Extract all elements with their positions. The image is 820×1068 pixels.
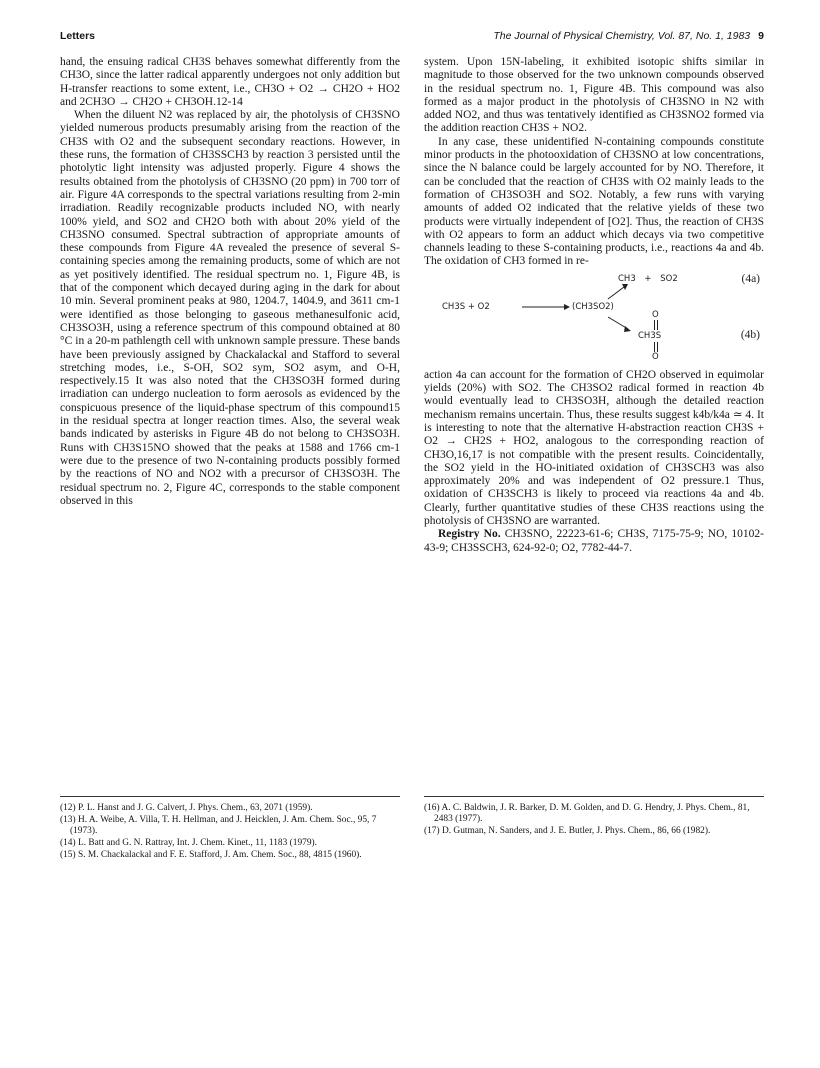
footnotes-left <box>60 796 400 862</box>
footnote-14: (14) L. Batt and G. N. Rattray, Int. J. Chem. Kinet., 11, 1183 (1979). <box>60 838 317 848</box>
registry-text: CH3SNO, 22223-61-6; CH3S, 7175-75-9; NO, 10102-43-9; CH3SSCH3, 624-92-0; O2, 7782-44-7. <box>424 528 765 554</box>
scheme-oxygen-bottom: O <box>652 351 659 362</box>
footnote-divider <box>60 796 400 797</box>
scheme-product-a: CH3 + SO2 <box>618 273 678 284</box>
footnotes-right <box>424 796 764 838</box>
scheme-reactants: CH3S + O2 <box>442 301 490 312</box>
page-header <box>60 30 764 46</box>
reaction-scheme <box>424 272 764 363</box>
scheme-adduct: (CH3SO2) <box>572 301 614 312</box>
paragraph: When the diluent N2 was replaced by air, the photolysis of CH3SNO yielded numerous products presumably arising from the reaction of the CH3S with O2 and the subsequent secondary reactions. However, in these runs, the formation of CH3SSCH3 by reaction 3 persisted until the photolytic light intensity was adjusted properly. Figure 4 shows the results obtained from the photolysis of CH3SNO (20 ppm) in 700 torr of air. Figure 4A corresponds to the spectral variations resulting from 2-min irradiation. Readily recognizable products included NO, with nearly 100% yield, and SO2 and CH2O both with about 20% yield of the CH3SNO consumed. Spectral subtraction of appropriate amounts of these compounds from Figure 4A revealed the presence of several S-containing species among the remaining products, some of which are not as yet positively identified. The residual spectrum no. 1, Figure 4B, is that of the component which decayed during aging in the dark for about 10 min. Several prominent peaks at 980, 1204.7, 1404.9, and 3611 cm-1 were identified as those belonging to gaseous methanesulfonic acid, CH3SO3H, using a reference spectrum of this compound obtained at 80 °C in a 20-m pathlength cell with unknown sample pressure. These bands have been previously assigned by Chackalackal and Stafford to several stretching modes, i.e., S-OH, SO2 sym, SO2 asym, and O-H, respectively.15 It was also noted that the CH3SO3H formed during irradiation can undergo nucleation to form aerosols as evidenced by the conspicuous presence of the liquid-phase spectrum of this compound15 in the residual spectra at longer reaction times. Also, the several weak bands indicated by asterisks in Figure 4B do not belong to CH3SO3H. Runs with CH3S15NO showed that the peaks at 1588 and 1766 cm-1 were due to the presence of two N-containing products possibly formed by the reactions of NO and NO2 with a precursor of CH3SO3H. The residual spectrum no. 2, Figure 4C, corresponds to the stable component observed in this <box>60 109 400 507</box>
arrow-4b-head <box>624 326 631 332</box>
left-column <box>60 56 400 508</box>
arrow-4a <box>608 287 624 299</box>
registry-label: Registry No. <box>438 528 501 541</box>
footnote-17: (17) D. Gutman, N. Sanders, and J. E. Butler, J. Phys. Chem., 86, 66 (1982). <box>424 826 711 836</box>
journal-name: The Journal of Physical Chemistry, Vol. 87, No. 1, 1983 <box>493 30 751 42</box>
footnote-12: (12) P. L. Hanst and J. G. Calvert, J. Phys. Chem., 63, 2071 (1959). <box>60 803 313 813</box>
footnote-divider <box>424 796 764 797</box>
scheme-product-b: CH3S <box>638 330 662 341</box>
paragraph: system. Upon 15N-labeling, it exhibited isotopic shifts similar in magnitude to those observed for the two unknown compounds observed in the residual spectrum no. 1, Figure 4B. This compound was also formed as a major product in the photolysis of CH3SNO in N2 with added NO2, and thus was tentatively identified as CH3SNO2 formed via the addition reaction CH3S + NO2. <box>424 56 764 135</box>
scheme-label-4a: (4a) <box>741 272 760 285</box>
paragraph: In any case, these unidentified N-containing compounds constitute minor products in the photooxidation of CH3SNO at low concentrations, since the N balance could be largely accounted for by NO. Therefore, it can be concluded that the reaction of CH3S with O2 mainly leads to the formation of CH3SO3H and SO2. Notably, a few runs with varying amounts of added O2 indicated that the relative yields of these two products were virtually independent of [O2]. Thus, the reaction of CH3S with O2 appears to form an adduct which decays via two competitive channels leading to these S-containing products, i.e., reactions 4a and 4b. The oxidation of CH3 formed in re- <box>424 135 764 268</box>
section-label: Letters <box>60 30 96 42</box>
registry-numbers <box>424 528 764 555</box>
arrow-main-head <box>564 304 570 310</box>
footnote-15: (15) S. M. Chackalackal and F. E. Stafford, J. Am. Chem. Soc., 88, 4815 (1960). <box>60 850 362 860</box>
footnote-16: (16) A. C. Baldwin, J. R. Barker, D. M. Golden, and D. G. Hendry, J. Phys. Chem., 81, 2483 (1977). <box>424 803 750 824</box>
right-column <box>424 56 764 555</box>
journal-citation <box>493 30 764 42</box>
reaction-scheme-arrows <box>424 272 764 363</box>
paragraph: action 4a can account for the formation of CH2O observed in equimolar yields (20%) with SO2. The CH3SO2 radical formed in reaction 4b would eventually lead to CH3SO3H, although the detailed reaction mechanism remains uncertain. Thus, these results suggest k4b/k4a ≃ 4. It is interesting to note that the alternative H-abstraction reaction CH3S + O2 → CH2S + HO2, analogous to the corresponding reaction of CH3O,16,17 is not compatible with the present results. Coincidentally, the SO2 yield in the HO-initiated oxidation of CH3SCH3 was also approximately 20% and was independent of O2 pressure.1 Thus, oxidation of CH3SCH3 is likely to proceed via reactions 4a and 4b. Clearly, further quantitative studies of these CH3S reactions using the photolysis of CH3SNO are warranted. <box>424 368 764 528</box>
paragraph: hand, the ensuing radical CH3S behaves somewhat differently from the CH3O, since the latter radical apparently undergoes not only addition but H-transfer reactions to some extent, i.e., CH3O + O2 → CH2O + HO2 and 2CH3O → CH2O + CH3OH.12-14 <box>60 56 400 108</box>
footnote-13: (13) H. A. Weibe, A. Villa, T. H. Hellman, and J. Heicklen, J. Am. Chem. Soc., 95, 7 (1973). <box>60 815 377 836</box>
scheme-oxygen-top: O <box>652 309 659 320</box>
page-number: 9 <box>758 30 764 42</box>
scheme-label-4b: (4b) <box>740 328 760 341</box>
